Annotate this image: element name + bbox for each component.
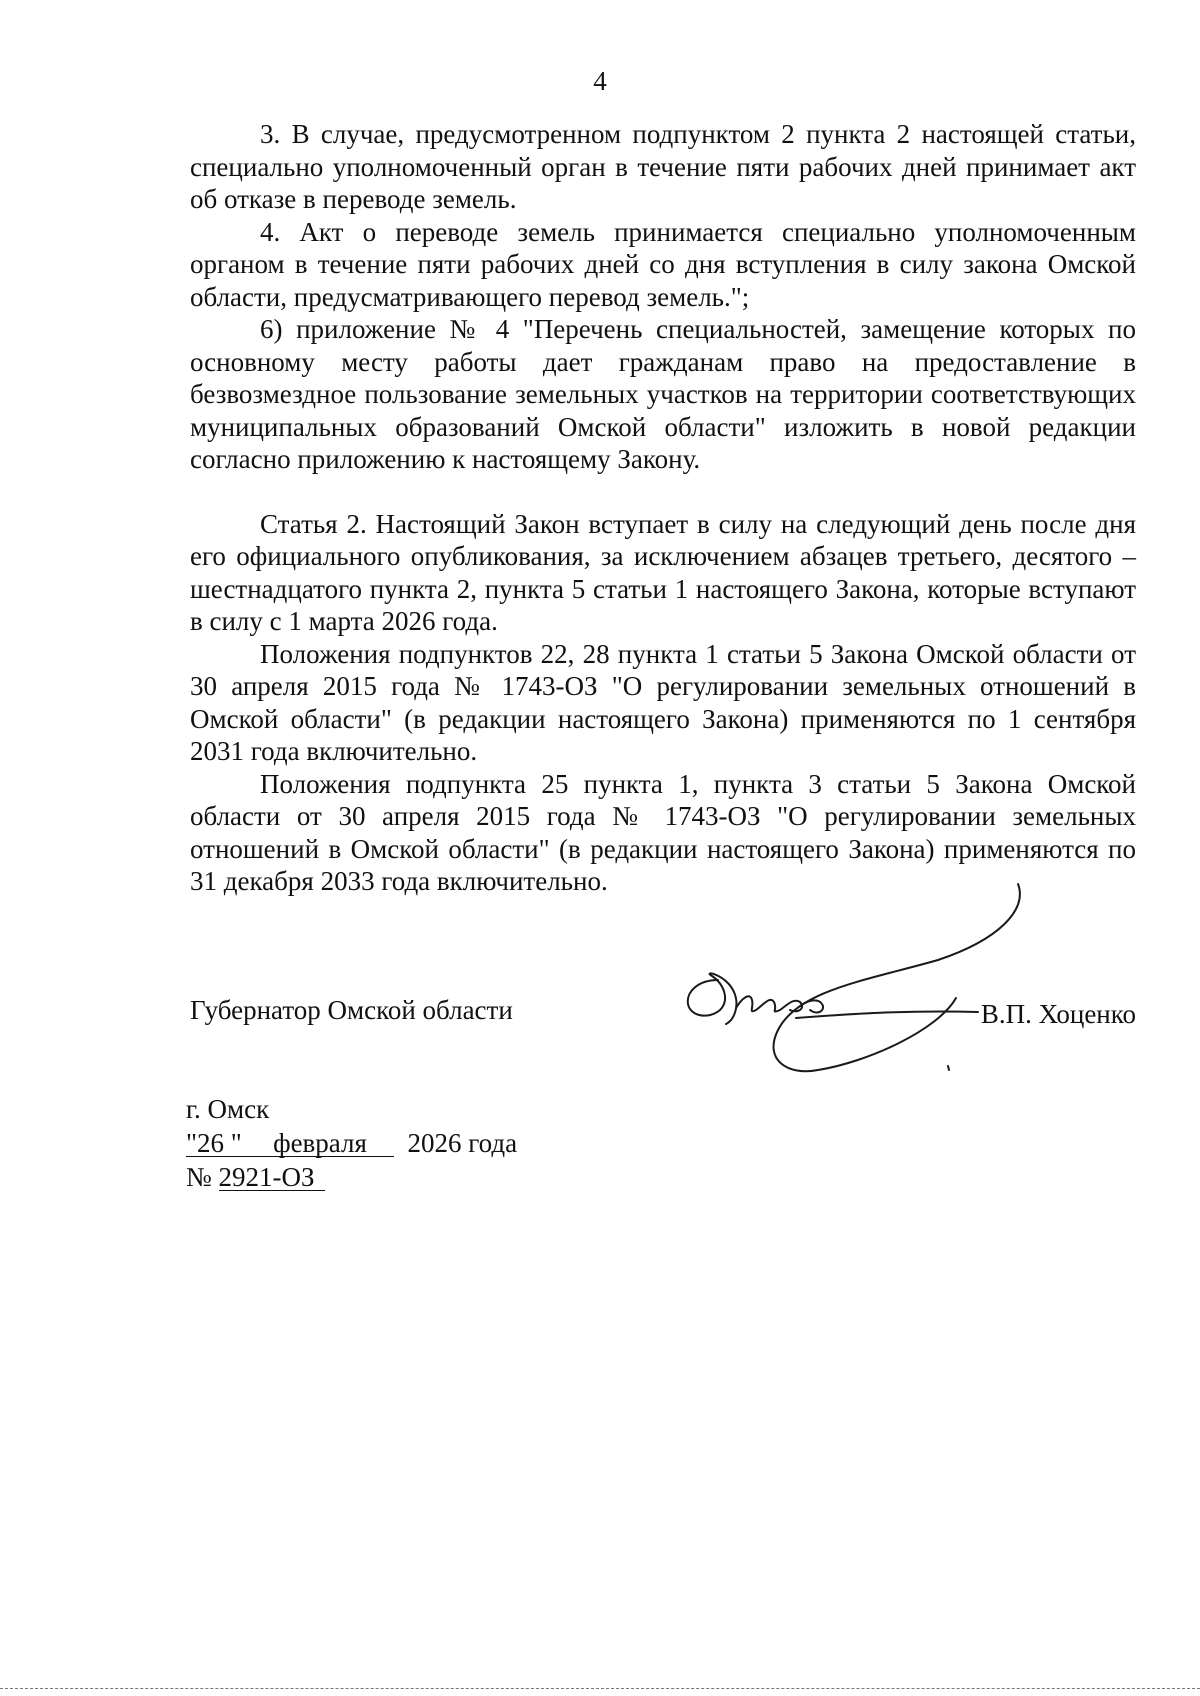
city: г. Омск (186, 1094, 270, 1124)
paragraph-subitem-6: 6) приложение № 4 "Перечень специальностей, замещение которых по основному месту работы дает гражданам право на предоставление в безвозмездное пользование земельных участков на территории соответствующих муниципальных образований Омской области" изложить в новой редакции согласно приложению к настоящему Закону. (190, 314, 1136, 474)
document-body (190, 118, 1136, 898)
signing-day-value: 26 (197, 1128, 225, 1158)
paragraph-provisions-2031: Положения подпунктов 22, 28 пункта 1 статьи 5 Закона Омской области от 30 апреля 2015 года № 1743-ОЗ "О регулировании земельных отношений в Омской области" (в редакции настоящего Закона) применяются по 1 сентября 2031 года включительно. (190, 638, 1136, 766)
paragraph-provisions-2033: Положения подпункта 25 пункта 1, пункта 3 статьи 5 Закона Омской области от 30 апреля 2015 года № 1743-ОЗ "О регулировании земельных отношений в Омской области" (в редакции настоящего Закона) применяются по 31 декабря 2033 года включительно. (190, 768, 1136, 896)
law-number: 2921-ОЗ (219, 1164, 325, 1191)
handwritten-signature (678, 880, 1038, 1080)
signing-month: февраля (246, 1130, 394, 1157)
signing-day (186, 1130, 246, 1157)
law-number-line (186, 1160, 517, 1194)
page-number: 4 (593, 66, 607, 96)
paragraph-gap (190, 476, 1136, 508)
paragraph-item-4: 4. Акт о переводе земель принимается специально уполномоченным органом в течение пяти рабочих дней со дня вступления в силу закона Омской области, предусматривающего перевод земель."; (190, 216, 1136, 312)
signer-name: В.П. Хоценко (980, 999, 1136, 1029)
signing-year: 2026 года (407, 1128, 518, 1158)
governor-title: Губернатор Омской области (190, 995, 513, 1025)
date-open-quote: " (186, 1128, 198, 1158)
place-date-block (186, 1092, 517, 1194)
number-sign: № (186, 1162, 212, 1192)
scan-edge-line (0, 1688, 1200, 1689)
signing-date (186, 1126, 517, 1160)
paragraph-article-2: Статья 2. Настоящий Закон вступает в силу на следующий день после дня его официального опубликования, за исключением абзацев третьего, десятого – шестнадцатого пункта 2, пункта 5 статьи 1 настоящего Закона, которые вступают в силу с 1 марта 2026 года. (190, 508, 1136, 636)
paragraph-item-3: 3. В случае, предусмотренном подпунктом 2 пункта 2 настоящей статьи, специально уполномоченный орган в течение пяти рабочих дней принимает акт об отказе в переводе земель. (190, 119, 1136, 214)
date-close-quote: " (230, 1128, 242, 1158)
